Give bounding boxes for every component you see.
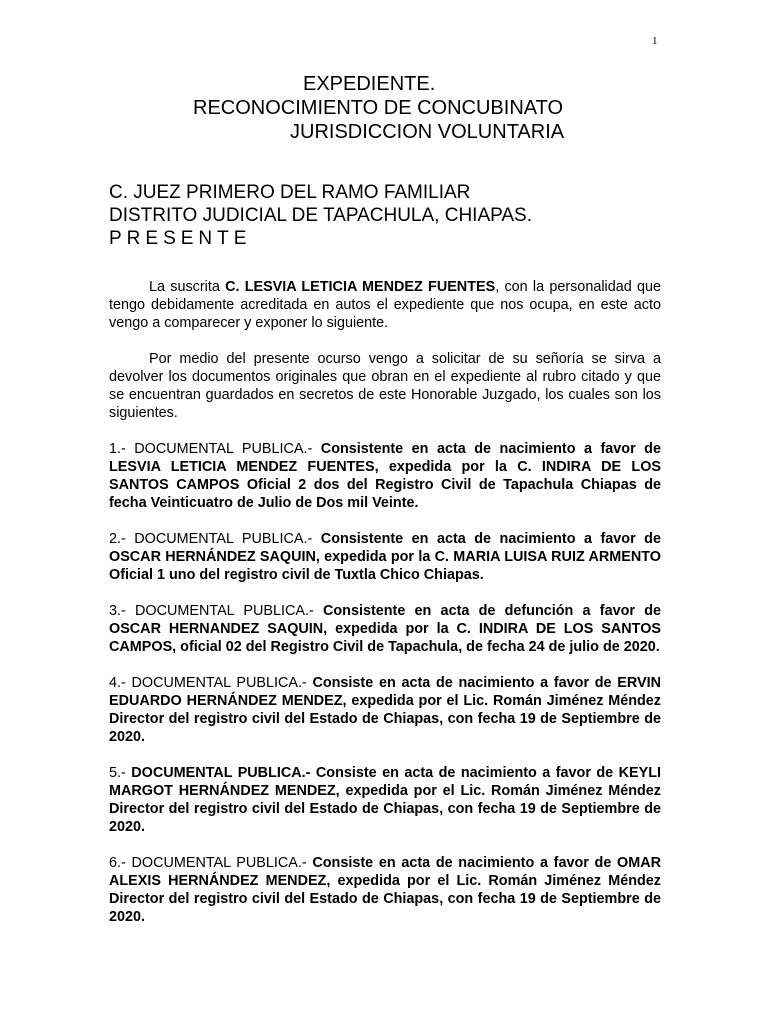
addressee-judge: C. JUEZ PRIMERO DEL RAMO FAMILIAR xyxy=(109,182,471,203)
header-line-reconocimiento: RECONOCIMIENTO DE CONCUBINATO xyxy=(193,97,564,119)
item-label: 1.- DOCUMENTAL PUBLICA.- xyxy=(109,441,321,457)
request-paragraph: Por medio del presente ocurso vengo a solicitar de su señoría se sirva a devolver los documentos originales que obran en el expediente al rubro citado y que se encuentran guardados en secretos de este Honorable Juzgado, los cuales son los siguientes. xyxy=(109,351,661,421)
item-label: 6.- DOCUMENTAL PUBLICA.- xyxy=(109,855,313,871)
addressee-district: DISTRITO JUDICIAL DE TAPACHULA, CHIAPAS. xyxy=(109,205,533,226)
item-label-bold: DOCUMENTAL PUBLICA.- xyxy=(131,765,311,781)
item-text: Consistente en acta de nacimiento a favor de OSCAR HERNÁNDEZ SAQUIN, expedida por la C. MARIA LUISA RUIZ ARMENTO Oficial 1 uno del registro civil de Tuxtla Chico Chiapas. xyxy=(109,531,661,583)
document-body xyxy=(109,278,661,944)
list-item xyxy=(109,602,661,656)
addressee-presente: PRESENTE xyxy=(109,228,252,249)
item-label: 3.- DOCUMENTAL PUBLICA.- xyxy=(109,603,323,619)
list-item xyxy=(109,854,661,926)
list-item xyxy=(109,530,661,584)
item-label: 4.- DOCUMENTAL PUBLICA.- xyxy=(109,675,313,691)
page-number: 1 xyxy=(652,35,658,47)
intro-name: C. LESVIA LETICIA MENDEZ FUENTES xyxy=(225,279,496,295)
item-text: Consistente en acta de defunción a favor de OSCAR HERNANDEZ SAQUIN, expedida por la C. INDIRA DE LOS SANTOS CAMPOS, oficial 02 del Registro Civil de Tapachula, de fecha 24 de julio de 2020. xyxy=(109,603,661,655)
item-text: Consistente en acta de nacimiento a favor de LESVIA LETICIA MENDEZ FUENTES, expedida por la C. INDIRA DE LOS SANTOS CAMPOS Oficial 2 dos del Registro Civil de Tapachula Chiapas de fecha Veinticuatro de Julio de Dos mil Veinte. xyxy=(109,441,661,511)
item-label-number: 5.- xyxy=(109,765,132,781)
list-item xyxy=(109,674,661,746)
item-text: Consiste en acta de nacimiento a favor de KEYLI MARGOT HERNÁNDEZ MENDEZ, expedida por el Lic. Román Jiménez Méndez Director del registro civil del Estado de Chiapas, con fecha 19 de Septiembre de 2020. xyxy=(109,765,661,835)
header-line-jurisdiccion: JURISDICCION VOLUNTARIA xyxy=(290,121,565,143)
item-text: Consiste en acta de nacimiento a favor de OMAR ALEXIS HERNÁNDEZ MENDEZ, expedida por el Lic. Román Jiménez Méndez Director del registro civil del Estado de Chiapas, con fecha 19 de Septiembre de 2020. xyxy=(109,855,661,925)
item-text: Consiste en acta de nacimiento a favor de ERVIN EDUARDO HERNÁNDEZ MENDEZ, expedida por el Lic. Román Jiménez Méndez Director del registro civil del Estado de Chiapas, con fecha 19 de Septiembre de 2020. xyxy=(109,675,661,745)
addressee-block xyxy=(109,181,532,250)
header-line-expediente: EXPEDIENTE. xyxy=(303,73,436,95)
list-item xyxy=(109,764,661,836)
item-label: 2.- DOCUMENTAL PUBLICA.- xyxy=(109,531,321,547)
list-item xyxy=(109,440,661,512)
intro-paragraph xyxy=(109,278,661,332)
intro-prefix: La suscrita xyxy=(149,279,226,295)
intro-rest: , con la personalidad que tengo debidamente acreditada en autos el expediente que nos ocupa, en este acto vengo a comparecer y exponer lo siguiente. xyxy=(109,279,661,331)
